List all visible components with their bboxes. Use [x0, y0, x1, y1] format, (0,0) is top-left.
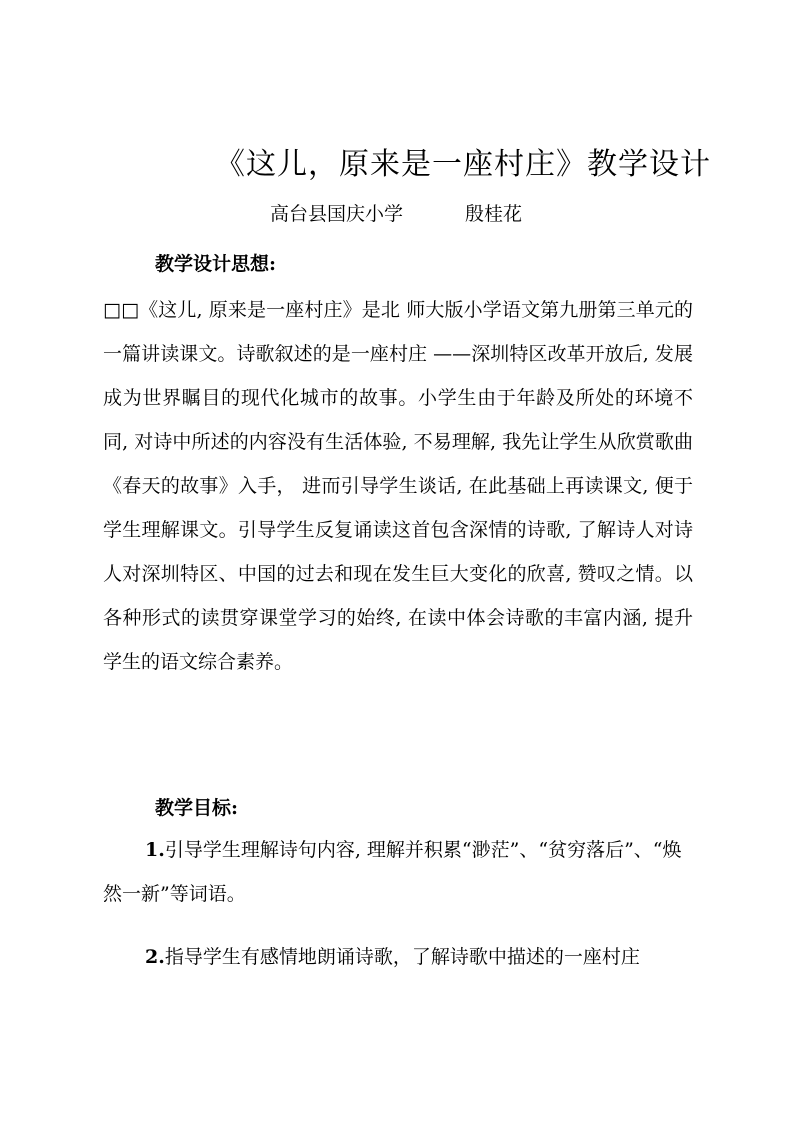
goal-item-1: [103, 828, 693, 916]
goal-number: 1.: [145, 839, 165, 861]
goal-item-2: [103, 935, 693, 979]
goal-number: 2.: [145, 946, 165, 968]
school-name: 高台县国庆小学: [270, 203, 404, 225]
section-body-idea: □□《这儿, 原来是一座村庄》是北 师大版小学语文第九册第三单元的一篇讲读课文。诗歌叙述的是一座村庄 ——深圳特区改革开放后, 发展成为世界瞩目的现代化城市的故事。小学生由于年龄及所处的环境不同, 对诗中所述的内容没有生活体验, 不易理解, 我先让学生从欣赏歌曲《春天的故事》入手， 进而引导学生谈话, 在此基础上再读课文, 便于学生理解课文。引导学生反复诵读这首包含深情的诗歌, 了解诗人对诗人对深圳特区、中国的过去和现在发生巨大变化的欣喜, 赞叹之情。以各种形式的读贯穿课堂学习的始终, 在读中体会诗歌的丰富内涵, 提升学生的语文综合素养。: [103, 299, 693, 673]
goal-text: 引导学生理解诗句内容, 理解并积累“渺茫”、“贫穷落后”、“焕然一新”等词语。: [103, 839, 682, 905]
section-heading-idea: 教学设计思想:: [155, 253, 277, 275]
byline: [270, 200, 522, 228]
document-title: 《这儿，原来是一座村庄》教学设计: [215, 147, 711, 182]
goal-text: 指导学生有感情地朗诵诗歌，了解诗歌中描述的一座村庄: [164, 946, 640, 968]
section-heading-goals: 教学目标:: [155, 797, 239, 819]
author-name: 殷桂花: [465, 203, 523, 225]
